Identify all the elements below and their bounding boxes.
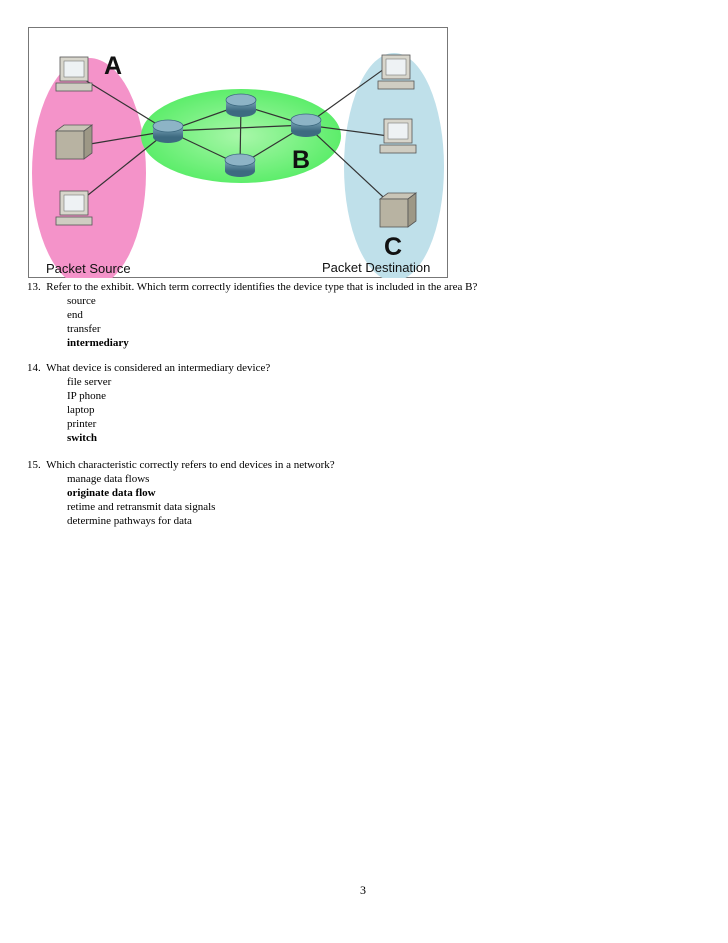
question-number: 14. — [27, 362, 41, 374]
packet-destination-caption: Packet Destination — [322, 260, 431, 275]
server-icon — [56, 125, 92, 159]
question-15 — [27, 458, 335, 528]
question-number: 15. — [27, 459, 41, 471]
router-icon — [153, 120, 183, 143]
answer-option: source — [67, 295, 96, 307]
answer-option: laptop — [67, 404, 95, 416]
question-number: 13. — [27, 281, 41, 293]
question-text: Which characteristic correctly refers to end devices in a network? — [46, 459, 335, 471]
correct-answer-option: switch — [67, 432, 97, 444]
correct-answer-option: originate data flow — [67, 487, 156, 499]
question-text: What device is considered an intermediary device? — [46, 362, 271, 374]
answer-option: manage data flows — [67, 473, 150, 485]
computer-icon — [56, 191, 92, 225]
answer-option: transfer — [67, 323, 101, 335]
packet-source-caption: Packet Source — [46, 261, 131, 276]
question-stem — [27, 458, 335, 472]
router-icon — [225, 154, 255, 177]
area-b-label: B — [292, 146, 311, 174]
computer-icon — [56, 57, 92, 91]
router-icon — [291, 114, 321, 137]
area-c-label: C — [384, 233, 403, 261]
answer-option: IP phone — [67, 390, 107, 402]
question-14 — [27, 361, 270, 445]
page-number: 3 — [360, 883, 366, 897]
answer-option: determine pathways for data — [67, 515, 192, 527]
correct-answer-option: intermediary — [67, 337, 129, 349]
answer-option: printer — [67, 418, 97, 430]
answer-option: end — [67, 309, 83, 321]
computer-icon — [378, 55, 414, 89]
router-icon — [226, 94, 256, 117]
question-text: Refer to the exhibit. Which term correctly identifies the device type that is included in the area B? — [46, 281, 478, 293]
server-icon — [380, 193, 416, 227]
answer-option: retime and retransmit data signals — [67, 501, 216, 513]
question-stem — [27, 361, 270, 375]
computer-icon — [380, 119, 416, 153]
network-exhibit-figure — [28, 27, 448, 278]
question-13 — [27, 280, 477, 350]
question-stem — [27, 280, 477, 294]
answer-option: file server — [67, 376, 112, 388]
area-a-label: A — [104, 52, 123, 80]
